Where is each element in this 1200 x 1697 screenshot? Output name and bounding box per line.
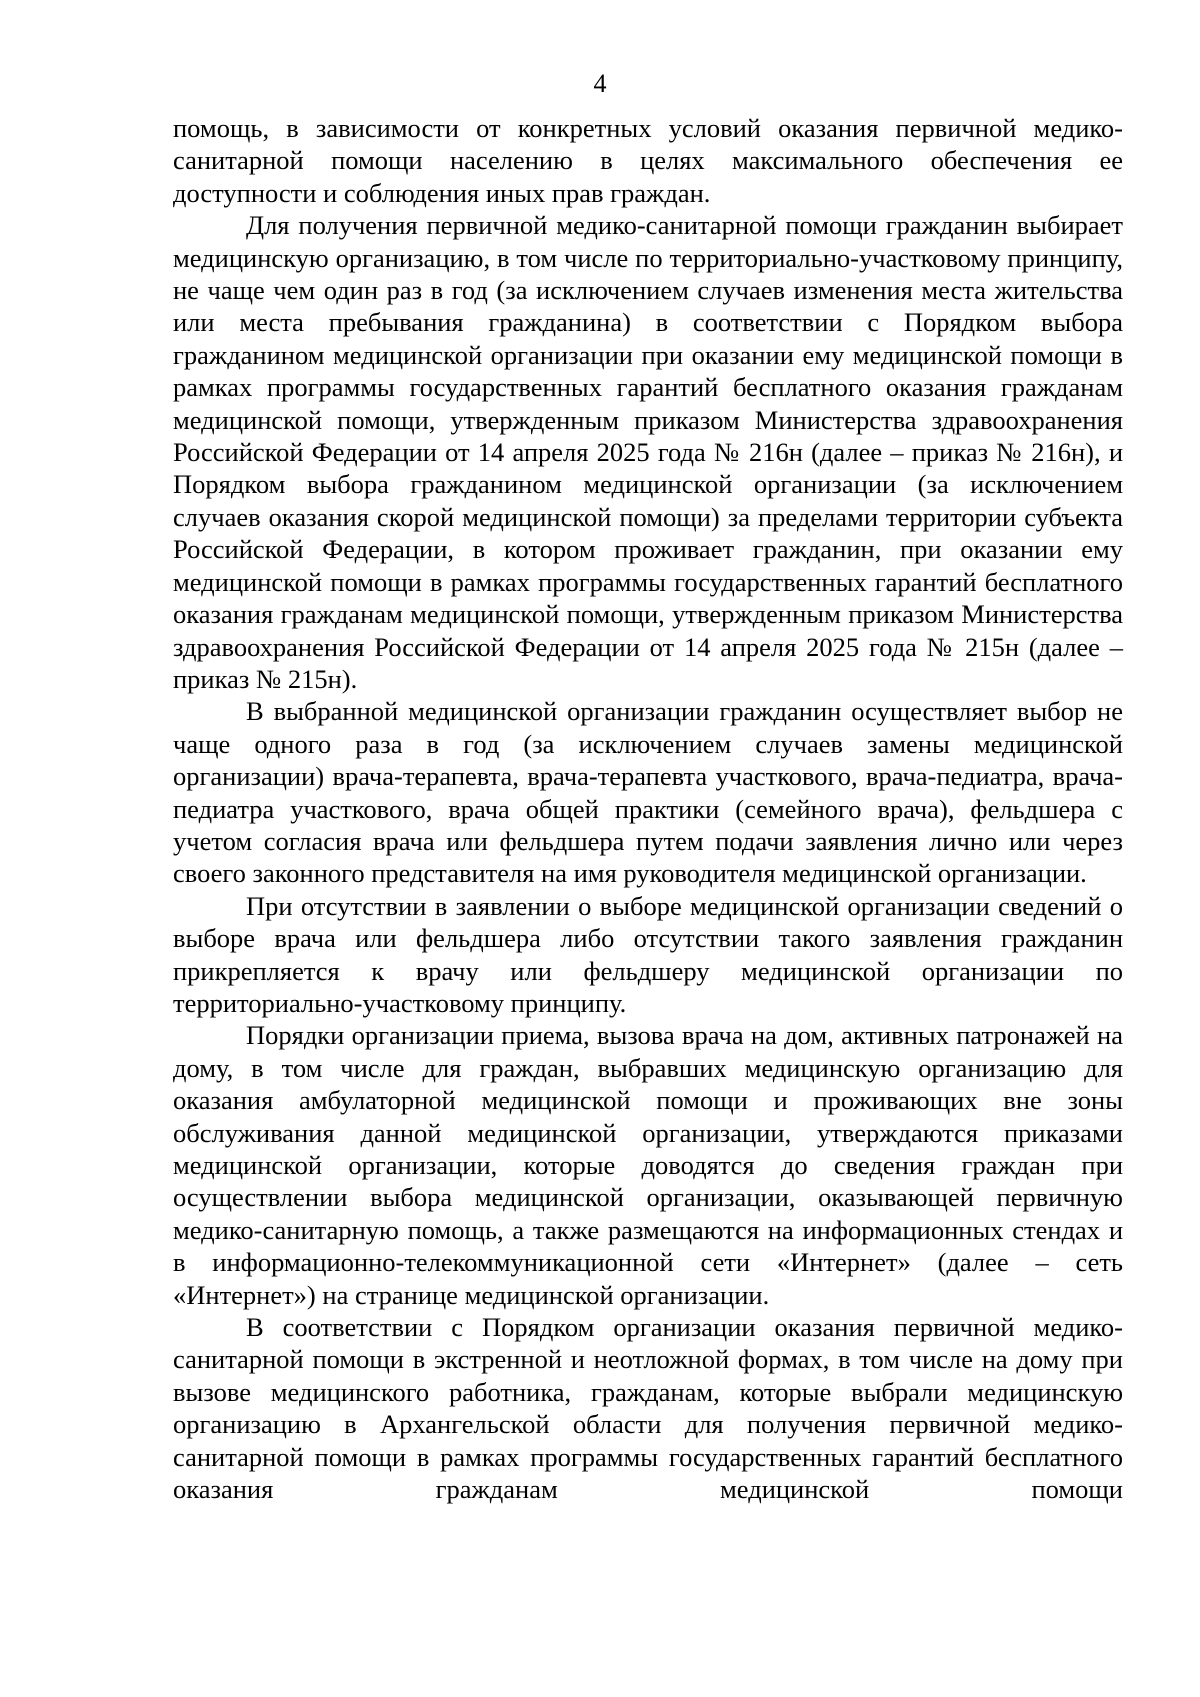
page-number: 4	[593, 69, 607, 98]
paragraph-absence-of-choice: При отсутствии в заявлении о выборе медицинской организации сведений о выборе врача или фельдшера либо отсутствии такого заявления гражданин прикрепляется к врачу или фельдшеру медицинской организации по территориально-участковому принципу.	[173, 890, 1123, 1018]
paragraph-choice-of-organization: Для получения первичной медико-санитарной помощи гражданин выбирает медицинскую организацию, в том числе по территориально-участковому принципу, не чаще чем один раз в год (за исключением случаев изменения места жительства или места пребывания гражданина) в соответствии с Порядком выбора гражданином медицинской организации при оказании ему медицинской помощи в рамках программы государственных гарантий бесплатного оказания гражданам медицинской помощи, утвержденным приказом Министерства здравоохранения Российской Федерации от 14 апреля 2025 года № 216н (далее – приказ № 216н), и Порядком выбора гражданином медицинской организации (за исключением случаев оказания скорой медицинской помощи) за пределами территории субъекта Российской Федерации, в котором проживает гражданин, при оказании ему медицинской помощи в рамках программы государственных гарантий бесплатного оказания гражданам медицинской помощи, утвержденным приказом Министерства здравоохранения Российской Федерации от 14 апреля 2025 года № 215н (далее – приказ № 215н).	[173, 210, 1123, 694]
paragraph-emergency-care: В соответствии с Порядком организации оказания первичной медико-санитарной помощи в экстренной и неотложной формах, в том числе на дому при вызове медицинского работника, гражданам, которые выбрали медицинскую организацию в Архангельской области для получения первичной медико-санитарной помощи в рамках программы государственных гарантий бесплатного оказания гражданам медицинской помощи	[173, 1312, 1123, 1505]
paragraph-choice-of-doctor: В выбранной медицинской организации гражданин осуществляет выбор не чаще одного раза в год (за исключением случаев замены медицинской организации) врача-терапевта, врача-терапевта участкового, врача-педиатра, врача-педиатра участкового, врача общей практики (семейного врача), фельдшера с учетом согласия врача или фельдшера путем подачи заявления лично или через своего законного представителя на имя руководителя медицинской организации.	[173, 696, 1123, 889]
paragraph-reception-procedures: Порядки организации приема, вызова врача на дом, активных патронажей на дому, в том числе для граждан, выбравших медицинскую организацию для оказания амбулаторной медицинской помощи и проживающих вне зоны обслуживания данной медицинской организации, утверждаются приказами медицинской организации, которые доводятся до сведения граждан при осуществлении выбора медицинской организации, оказывающей первичную медико-санитарную помощь, а также размещаются на информационных стендах и в информационно-телекоммуникационной сети «Интернет» (далее – сеть «Интернет») на странице медицинской организации.	[173, 1020, 1123, 1310]
document-body	[173, 112, 1123, 1505]
paragraph-continuation: помощь, в зависимости от конкретных условий оказания первичной медико-санитарной помощи населению в целях максимального обеспечения ее доступности и соблюдения иных прав граждан.	[173, 113, 1123, 208]
